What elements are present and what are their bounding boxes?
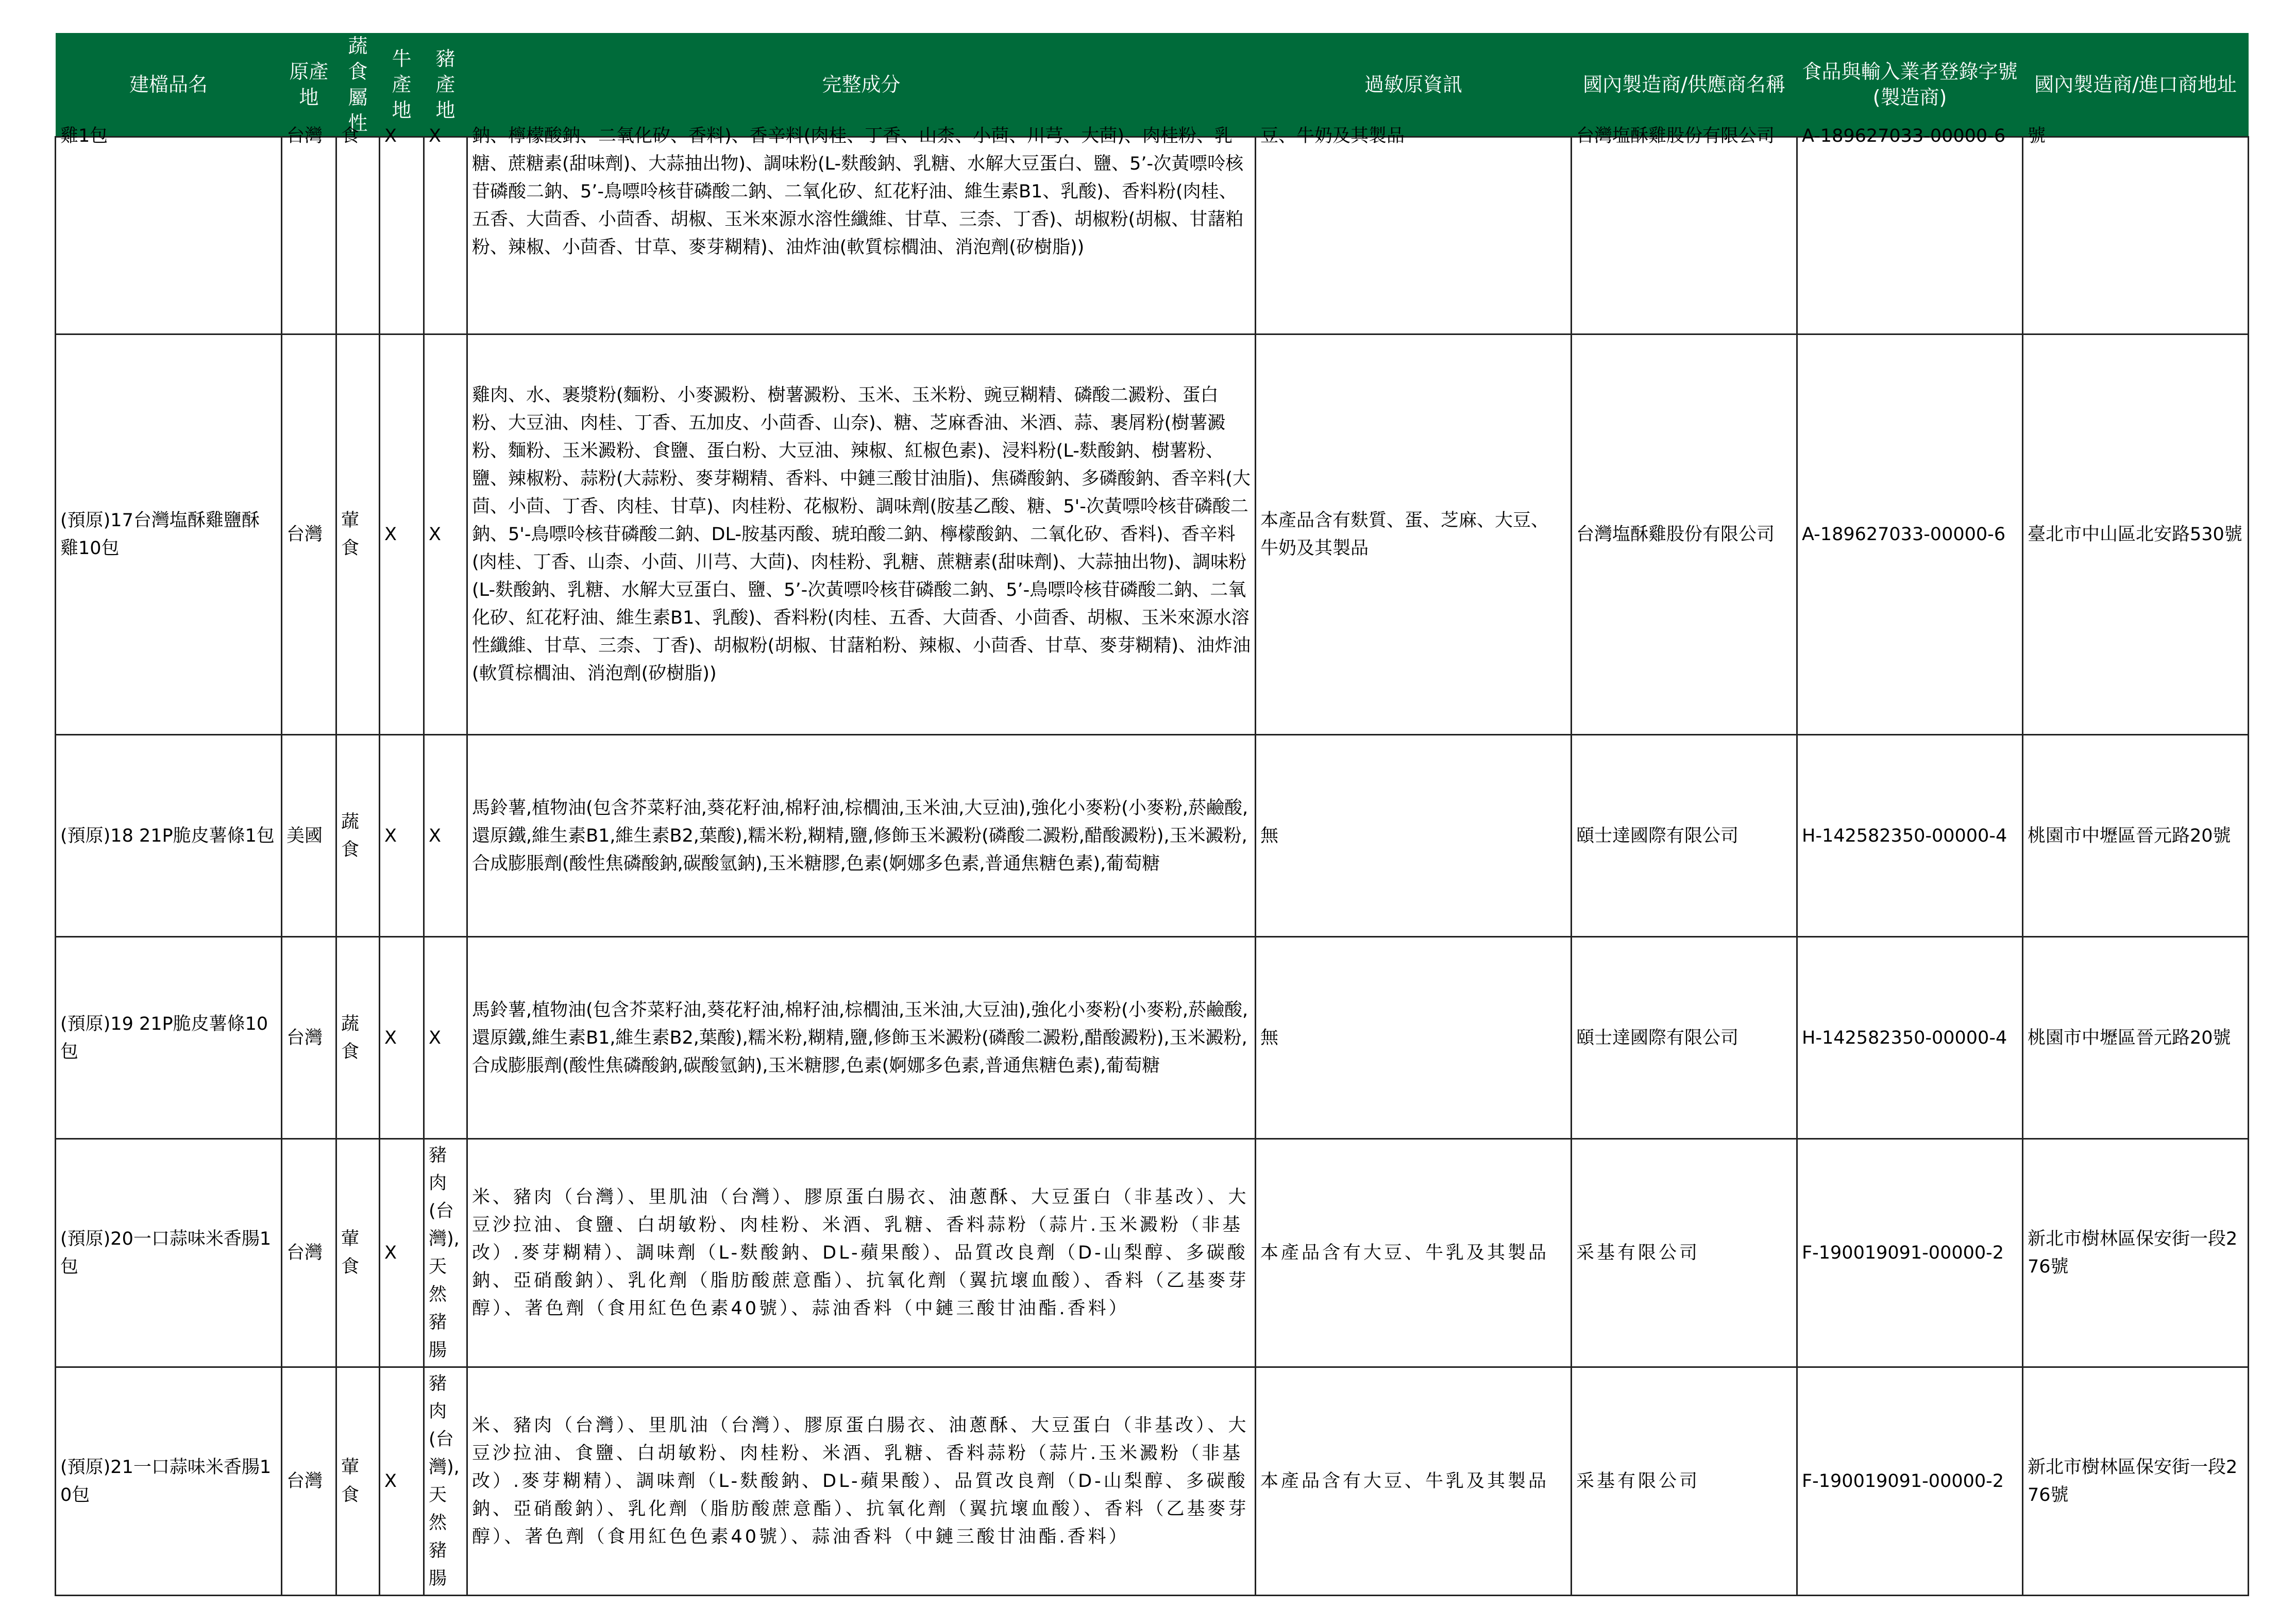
cell-origin: 台灣 bbox=[282, 1139, 336, 1367]
table-row bbox=[56, 937, 2249, 1139]
cell-pork: X bbox=[424, 137, 467, 334]
cell-ingredients: 馬鈴薯,植物油(包含芥菜籽油,葵花籽油,棉籽油,棕櫚油,玉米油,大豆油),強化小麥粉(小麥粉,菸鹼酸,還原鐵,維生素B1,維生素B2,葉酸),糯米粉,糊精,鹽,修飾玉米澱粉(磷酸二澱粉,醋酸澱粉),玉米澱粉,合成膨脹劑(酸性焦磷酸鈉,碳酸氫鈉),玉米糖膠,色素(婀娜多色素,普通焦糖色素),葡萄糖 bbox=[467, 937, 1256, 1139]
col-header-beef: 牛產地 bbox=[380, 33, 424, 137]
cell-pork: 豬肉(台灣),天然豬腸 bbox=[424, 1139, 467, 1367]
cell-name: (預原)18 21P脆皮薯條1包 bbox=[56, 735, 282, 937]
cell-origin: 台灣 bbox=[282, 1367, 336, 1596]
col-header-name: 建檔品名 bbox=[56, 33, 282, 137]
col-header-pork: 豬產地 bbox=[424, 33, 467, 137]
cell-address: 臺北市中山區北安路530號 bbox=[2023, 334, 2249, 735]
cell-maker: 采基有限公司 bbox=[1572, 1139, 1797, 1367]
col-header-maker: 國內製造商/供應商名稱 bbox=[1572, 33, 1797, 137]
cell-allergen: 豆、牛奶及其製品 bbox=[1256, 137, 1572, 334]
cell-address: 新北市樹林區保安街一段276號 bbox=[2023, 1139, 2249, 1367]
table-row bbox=[56, 334, 2249, 735]
col-header-ingredients: 完整成分 bbox=[467, 33, 1256, 137]
table-header-row bbox=[56, 33, 2249, 137]
cell-beef: X bbox=[380, 137, 424, 334]
cell-pork: 豬肉(台灣),天然豬腸 bbox=[424, 1367, 467, 1596]
cell-maker: 頤士達國際有限公司 bbox=[1572, 735, 1797, 937]
cell-allergen: 本產品含有麩質、蛋、芝麻、大豆、牛奶及其製品 bbox=[1256, 334, 1572, 735]
col-header-reg: 食品與輸入業者登錄字號(製造商) bbox=[1797, 33, 2023, 137]
cell-maker: 台灣塩酥雞股份有限公司 bbox=[1572, 334, 1797, 735]
cell-allergen: 本產品含有大豆、牛乳及其製品 bbox=[1256, 1367, 1572, 1596]
col-header-address: 國內製造商/進口商地址 bbox=[2023, 33, 2249, 137]
cell-ingredients: 米、豬肉（台灣）、里肌油（台灣）、膠原蛋白腸衣、油蔥酥、大豆蛋白（非基改）、大豆沙拉油、食鹽、白胡敏粉、肉桂粉、米酒、乳糖、香料蒜粉（蒜片.玉米澱粉（非基改）.麥芽糊精）、調味劑（L-麩酸鈉、DL-蘋果酸）、品質改良劑（D-山梨醇、多碳酸鈉、亞硝酸鈉）、乳化劑（脂肪酸蔗意酯）、抗氧化劑（翼抗壞血酸）、香料（乙基麥芽醇）、著色劑（食用紅色色素40號）、蒜油香料（中鏈三酸甘油酯.香料） bbox=[467, 1367, 1256, 1596]
cell-beef: X bbox=[380, 1367, 424, 1596]
cell-reg: H-142582350-00000-4 bbox=[1797, 735, 2023, 937]
cell-veg: 葷食 bbox=[336, 1367, 380, 1596]
cell-reg: A-189627033-00000-6 bbox=[1797, 334, 2023, 735]
cell-beef: X bbox=[380, 735, 424, 937]
cell-beef: X bbox=[380, 937, 424, 1139]
cell-ingredients: 雞肉、水、裹漿粉(麵粉、小麥澱粉、樹薯澱粉、玉米、玉米粉、豌豆糊精、磷酸二澱粉、蛋白粉、大豆油、肉桂、丁香、五加皮、小茴香、山奈)、糖、芝麻香油、米酒、蒜、裹屑粉(樹薯澱粉、麵粉、玉米澱粉、食鹽、蛋白粉、大豆油、辣椒、紅椒色素)、浸料粉(L-麩酸鈉、樹薯粉、鹽、辣椒粉、蒜粉(大蒜粉、麥芽糊精、香料、中鏈三酸甘油脂)、焦磷酸鈉、多磷酸鈉、香辛料(大茴、小茴、丁香、肉桂、甘草)、肉桂粉、花椒粉、調味劑(胺基乙酸、糖、5'-次黃嘌呤核苷磷酸二鈉、5'-鳥嘌呤核苷磷酸二鈉、DL-胺基丙酸、琥珀酸二鈉、檸檬酸鈉、二氧化矽、香料)、香辛料(肉桂、丁香、山柰、小茴、川芎、大茴)、肉桂粉、乳糖、蔗糖素(甜味劑)、大蒜抽出物)、調味粉(L-麩酸鈉、乳糖、水解大豆蛋白、鹽、5’-次黃嘌呤核苷磷酸二鈉、5’-鳥嘌呤核苷磷酸二鈉、二氧化矽、紅花籽油、維生素B1、乳酸)、香料粉(肉桂、五香、大茴香、小茴香、胡椒、玉米來源水溶性纖維、甘草、三柰、丁香)、胡椒粉(胡椒、甘藷粕粉、辣椒、小茴香、甘草、麥芽糊精)、油炸油(軟質棕櫚油、消泡劑(矽樹脂)) bbox=[467, 334, 1256, 735]
cell-name: (預原)17台灣塩酥雞鹽酥雞10包 bbox=[56, 334, 282, 735]
cell-veg: 蔬食 bbox=[336, 937, 380, 1139]
cell-allergen: 本產品含有大豆、牛乳及其製品 bbox=[1256, 1139, 1572, 1367]
col-header-allergen: 過敏原資訊 bbox=[1256, 33, 1572, 137]
col-header-origin: 原產地 bbox=[282, 33, 336, 137]
cell-name: (預原)19 21P脆皮薯條10包 bbox=[56, 937, 282, 1139]
cell-name: (預原)21一口蒜味米香腸10包 bbox=[56, 1367, 282, 1596]
product-sheet bbox=[55, 33, 2248, 1589]
col-header-veg: 蔬食屬性 bbox=[336, 33, 380, 137]
cell-allergen: 無 bbox=[1256, 937, 1572, 1139]
cell-maker: 采基有限公司 bbox=[1572, 1367, 1797, 1596]
cell-pork: X bbox=[424, 735, 467, 937]
cell-origin: 美國 bbox=[282, 735, 336, 937]
table-row bbox=[56, 1139, 2249, 1367]
cell-address: 號 bbox=[2023, 137, 2249, 334]
cell-allergen: 無 bbox=[1256, 735, 1572, 937]
cell-veg: 葷食 bbox=[336, 334, 380, 735]
cell-veg: 葷食 bbox=[336, 1139, 380, 1367]
cell-beef: X bbox=[380, 334, 424, 735]
cell-maker: 頤士達國際有限公司 bbox=[1572, 937, 1797, 1139]
cell-reg: F-190019091-00000-2 bbox=[1797, 1367, 2023, 1596]
cell-reg: F-190019091-00000-2 bbox=[1797, 1139, 2023, 1367]
cell-address: 桃園市中壢區晉元路20號 bbox=[2023, 937, 2249, 1139]
product-table bbox=[55, 33, 2249, 1596]
table-row bbox=[56, 137, 2249, 334]
table-row bbox=[56, 1367, 2249, 1596]
cell-reg: H-142582350-00000-4 bbox=[1797, 937, 2023, 1139]
cell-pork: X bbox=[424, 334, 467, 735]
cell-origin: 台灣 bbox=[282, 137, 336, 334]
cell-veg: 食 bbox=[336, 137, 380, 334]
cell-address: 新北市樹林區保安街一段276號 bbox=[2023, 1367, 2249, 1596]
cell-pork: X bbox=[424, 937, 467, 1139]
cell-ingredients: 鈉、檸檬酸鈉、二氧化矽、香料)、香辛料(肉桂、丁香、山柰、小茴、川芎、大茴)、肉桂粉、乳糖、蔗糖素(甜味劑)、大蒜抽出物)、調味粉(L-麩酸鈉、乳糖、水解大豆蛋白、鹽、5’-次黃嘌呤核苷磷酸二鈉、5’-鳥嘌呤核苷磷酸二鈉、二氧化矽、紅花籽油、維生素B1、乳酸)、香料粉(肉桂、五香、大茴香、小茴香、胡椒、玉米來源水溶性纖維、甘草、三柰、丁香)、胡椒粉(胡椒、甘藷粕粉、辣椒、小茴香、甘草、麥芽糊精)、油炸油(軟質棕櫚油、消泡劑(矽樹脂)) bbox=[467, 137, 1256, 334]
table-row bbox=[56, 735, 2249, 937]
cell-beef: X bbox=[380, 1139, 424, 1367]
cell-origin: 台灣 bbox=[282, 937, 336, 1139]
cell-address: 桃園市中壢區晉元路20號 bbox=[2023, 735, 2249, 937]
cell-name: (預原)20一口蒜味米香腸1包 bbox=[56, 1139, 282, 1367]
cell-name: 雞1包 bbox=[56, 137, 282, 334]
cell-reg: A-189627033-00000-6 bbox=[1797, 137, 2023, 334]
cell-veg: 蔬食 bbox=[336, 735, 380, 937]
cell-origin: 台灣 bbox=[282, 334, 336, 735]
cell-maker: 台灣塩酥雞股份有限公司 bbox=[1572, 137, 1797, 334]
cell-ingredients: 馬鈴薯,植物油(包含芥菜籽油,葵花籽油,棉籽油,棕櫚油,玉米油,大豆油),強化小麥粉(小麥粉,菸鹼酸,還原鐵,維生素B1,維生素B2,葉酸),糯米粉,糊精,鹽,修飾玉米澱粉(磷酸二澱粉,醋酸澱粉),玉米澱粉,合成膨脹劑(酸性焦磷酸鈉,碳酸氫鈉),玉米糖膠,色素(婀娜多色素,普通焦糖色素),葡萄糖 bbox=[467, 735, 1256, 937]
cell-ingredients: 米、豬肉（台灣）、里肌油（台灣）、膠原蛋白腸衣、油蔥酥、大豆蛋白（非基改）、大豆沙拉油、食鹽、白胡敏粉、肉桂粉、米酒、乳糖、香料蒜粉（蒜片.玉米澱粉（非基改）.麥芽糊精）、調味劑（L-麩酸鈉、DL-蘋果酸）、品質改良劑（D-山梨醇、多碳酸鈉、亞硝酸鈉）、乳化劑（脂肪酸蔗意酯）、抗氧化劑（翼抗壞血酸）、香料（乙基麥芽醇）、著色劑（食用紅色色素40號）、蒜油香料（中鏈三酸甘油酯.香料） bbox=[467, 1139, 1256, 1367]
